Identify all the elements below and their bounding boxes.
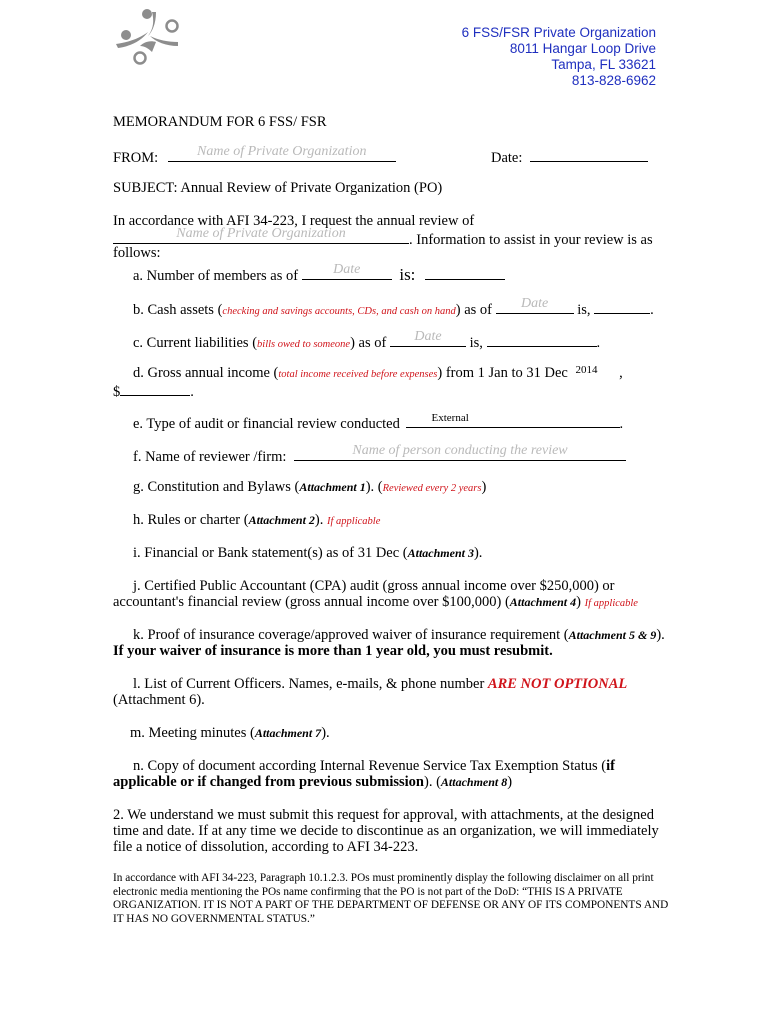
subject-line: SUBJECT: Annual Review of Private Organization (PO) <box>113 180 443 196</box>
item-k-end: ). <box>656 627 665 643</box>
item-m-end: ). <box>321 725 330 741</box>
para2-line-1: 2. We understand we must submit this request for approval, with attachments, at the designed <box>113 807 654 823</box>
item-e-value: External <box>431 412 469 424</box>
item-k-line-2: If your waiver of insurance is more than 1 year old, you must resubmit. <box>113 643 553 659</box>
item-h-label: h. Rules or charter ( <box>133 512 249 528</box>
item-n-attachment: Attachment 8 <box>440 775 508 789</box>
item-n-line-1 <box>133 758 615 775</box>
item-d-mid: ) from 1 Jan to 31 Dec <box>437 365 568 381</box>
item-i-label: i. Financial or Bank statement(s) as of 31 Dec ( <box>133 545 408 561</box>
item-n-end: ) <box>507 774 513 790</box>
item-b: b. Cash assets (checking and savings accounts, CDs, and cash on hand) as of Date is, . <box>133 296 654 318</box>
item-a-is: is: <box>399 265 416 284</box>
date-row <box>491 147 648 167</box>
memo-to: MEMORANDUM FOR 6 FSS/ FSR <box>113 114 327 130</box>
item-g-end: ) <box>481 479 487 495</box>
item-g-mid: ). ( <box>365 479 383 495</box>
item-d-year[interactable]: 2014 <box>575 364 598 376</box>
item-d-note: total income received before expenses <box>278 369 438 380</box>
intro-line-2 <box>113 226 653 249</box>
item-j-line-2 <box>113 594 638 611</box>
item-j-end: ) <box>576 594 581 610</box>
item-j-note: If applicable <box>584 598 638 609</box>
item-e-field[interactable] <box>406 413 620 428</box>
item-a-date-placeholder: Date <box>333 262 361 277</box>
item-c: c. Current liabilities (bills owed to someone) as of Date is, . <box>133 329 601 351</box>
date-field[interactable] <box>530 147 648 162</box>
item-c-note: bills owed to someone <box>257 339 351 350</box>
item-l-line-2: (Attachment 6). <box>113 692 205 708</box>
item-b-mid: ) as of <box>455 302 492 318</box>
item-g-note: Reviewed every 2 years <box>382 483 482 494</box>
item-f-label: f. Name of reviewer /firm: <box>133 449 287 465</box>
item-l-line-1-text: l. List of Current Officers. Names, e-mails, & phone number <box>133 676 485 692</box>
item-d-dollar: $ <box>113 384 121 400</box>
item-c-date-field[interactable] <box>390 329 466 347</box>
item-m-label: m. Meeting minutes ( <box>130 725 255 741</box>
from-field[interactable] <box>168 144 396 162</box>
para2-line-3: file a notice of dissolution, according to AFI 34-223. <box>113 839 419 855</box>
item-d-label: d. Gross annual income ( <box>133 365 279 381</box>
para2-line-2a: time and date <box>113 823 192 839</box>
item-m <box>130 725 330 742</box>
item-k-line-1 <box>133 627 665 644</box>
item-c-is: is, <box>469 335 483 351</box>
from-label: FROM: <box>113 150 159 166</box>
item-n-mid: ). ( <box>424 774 441 790</box>
item-c-label: c. Current liabilities ( <box>133 335 258 351</box>
item-a-label: a. Number of members as of <box>133 268 299 284</box>
item-i <box>133 545 482 562</box>
item-e-label: e. Type of audit or financial review conducted <box>133 416 400 432</box>
from-row <box>113 144 396 167</box>
item-k-line-1-text: k. Proof of insurance coverage/approved waiver of insurance requirement ( <box>133 627 569 643</box>
item-d-amount: $ . <box>113 381 194 401</box>
item-i-end: ). <box>473 545 483 561</box>
from-placeholder: Name of Private Organization <box>197 144 367 159</box>
item-b-date-placeholder: Date <box>521 296 549 311</box>
intro-org-placeholder: Name of Private Organization <box>176 226 346 241</box>
date-label: Date: <box>491 150 523 166</box>
item-h-attachment: Attachment 2 <box>248 513 315 527</box>
item-m-attachment: Attachment 7 <box>254 726 322 740</box>
para2-line-2 <box>113 823 659 840</box>
item-j-line-1: j. Certified Public Accountant (CPA) audit (gross annual income over $250,000) or <box>133 578 615 594</box>
item-j-attachment: Attachment 4 <box>509 595 577 609</box>
item-g <box>133 479 486 496</box>
item-g-attachment: Attachment 1 <box>299 480 366 494</box>
disclaimer: In accordance with AFI 34-223, Paragraph 10.1.2.3. POs must prominently display the following disclaimer on all print electronic media mentioning the POs name confirming that the PO is not part of the DoD: “THIS IS A PRIVATE ORGANIZATION. IT IS NOT A PART OF THE DEPARTMENT OF DEFENSE OR ANY OF ITS COMPONENTS AND IT HAS NO GOVERNMENTAL STATUS.” <box>113 872 669 925</box>
item-k-attachment: Attachment 5 & 9 <box>568 628 657 642</box>
item-d: d. Gross annual income (total income received before expenses) from 1 Jan to 31 Dec $^{2014}$ , <box>133 364 623 381</box>
item-a-value-field[interactable] <box>425 265 505 280</box>
item-n-line-1-text: n. Copy of document according Internal Revenue Service Tax Exemption Status ( <box>133 758 607 774</box>
item-n-bold-1: if <box>606 758 615 774</box>
item-g-label: g. Constitution and Bylaws ( <box>133 479 300 495</box>
item-h-note: If applicable <box>327 516 381 527</box>
item-e: e. Type of audit or financial review conducted External . <box>133 412 624 432</box>
organization-address <box>462 25 656 89</box>
intro-line-2-tail: . Information to assist in your review is as <box>409 232 653 248</box>
item-b-is: is, <box>577 302 591 318</box>
org-street: 8011 Hangar Loop Drive <box>509 41 656 56</box>
intro-line-1: In accordance with AFI 34-223, I request the annual review of <box>113 213 475 229</box>
item-n-bold-2: applicable or if changed from previous submission <box>113 774 424 790</box>
item-c-value-field[interactable] <box>487 332 597 347</box>
organization-logo <box>112 6 188 68</box>
org-phone: 813-828-6962 <box>571 73 656 88</box>
item-b-label: b. Cash assets ( <box>133 302 223 318</box>
item-i-attachment: Attachment 3 <box>407 546 474 560</box>
item-f <box>133 443 626 466</box>
item-l-note: ARE NOT OPTIONAL <box>487 676 628 692</box>
item-f-placeholder: Name of person conducting the review <box>352 443 568 458</box>
item-h-mid: ). <box>314 512 324 528</box>
item-d-amount-field[interactable] <box>120 381 190 396</box>
item-c-date-placeholder: Date <box>414 329 442 344</box>
item-b-date-field[interactable] <box>496 296 574 314</box>
item-b-note: checking and savings accounts, CDs, and cash on hand <box>222 306 456 317</box>
org-name: 6 FSS/FSR Private Organization <box>461 25 656 40</box>
org-city: Tampa, FL 33621 <box>551 57 656 72</box>
item-n-line-2 <box>113 774 512 791</box>
para2-line-2b: . If at any time we decide to discontinue as an organization, we will immediately <box>191 823 659 839</box>
intro-line-3: follows: <box>113 245 161 261</box>
item-b-value-field[interactable] <box>594 299 650 314</box>
item-a-date-field[interactable] <box>302 262 392 280</box>
item-l-line-1 <box>133 676 627 693</box>
item-h <box>133 512 380 529</box>
item-j-line-2-text: accountant's financial review (gross annual income over $100,000) ( <box>113 594 510 610</box>
intro-org-field[interactable] <box>113 226 409 244</box>
item-f-field[interactable] <box>294 443 626 461</box>
item-c-mid: ) as of <box>350 335 387 351</box>
item-a <box>133 262 505 285</box>
